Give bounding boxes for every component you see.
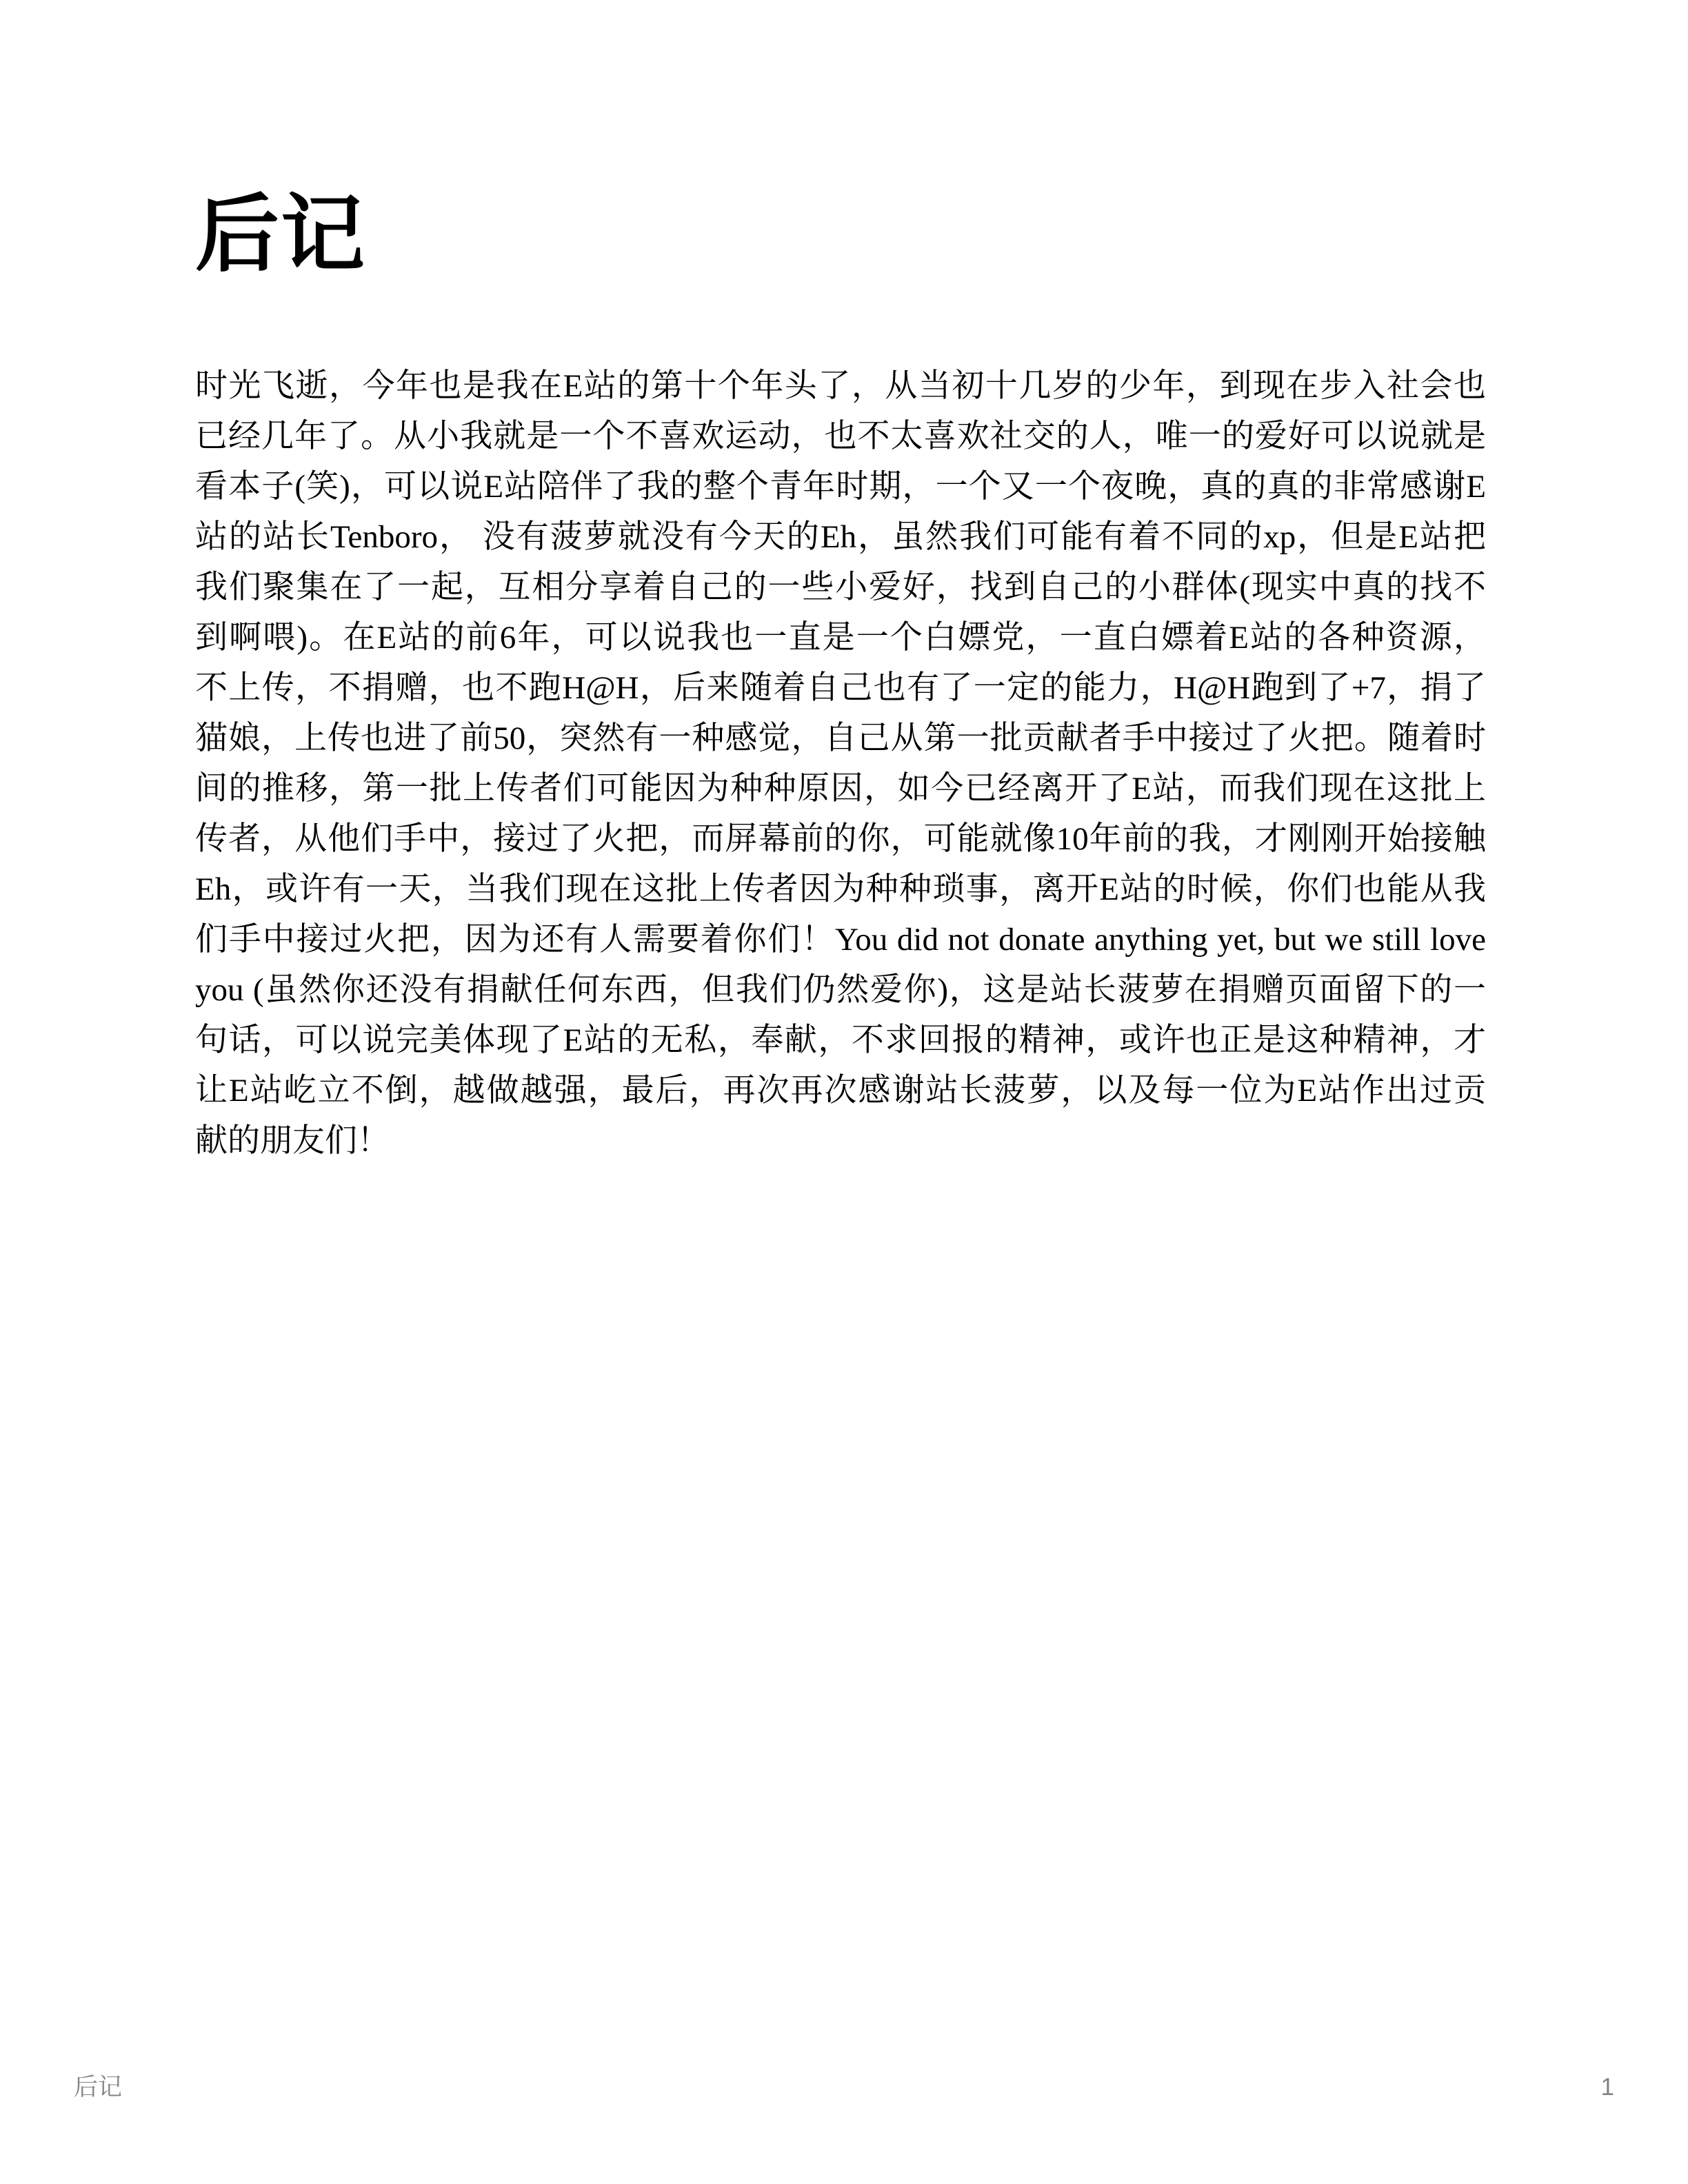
page-footer <box>74 2072 1614 2103</box>
body-line: Eh，或许有一天，当我们现在这批上传者因为种种琐事，离开E站的时候，你们也能从我 <box>195 871 1486 907</box>
body-line: 时光飞逝，今年也是我在E站的第十个年头了，从当初十几岁的少年，到现在步入社会也 <box>195 368 1486 404</box>
body-line: 句话，可以说完美体现了E站的无私，奉献，不求回报的精神，或许也正是这种精神，才 <box>195 1022 1486 1058</box>
body-line: 我们聚集在了一起，互相分享着自己的一些小爱好，找到自己的小群体(现实中真的找不 <box>195 569 1486 605</box>
body-line: 已经几年了。从小我就是一个不喜欢运动，也不太喜欢社交的人，唯一的爱好可以说就是 <box>195 418 1486 454</box>
body-line: 让E站屹立不倒，越做越强，最后，再次再次感谢站长菠萝，以及每一位为E站作出过贡 <box>195 1073 1486 1109</box>
body-line: 到啊喂)。在E站的前6年，可以说我也一直是一个白嫖党，一直白嫖着E站的各种资源， <box>195 620 1486 656</box>
footer-section-label: 后记 <box>74 2074 123 2101</box>
body-line: 看本子(笑)，可以说E站陪伴了我的整个青年时期，一个又一个夜晚，真的真的非常感谢E <box>195 469 1486 505</box>
footer-page-number: 1 <box>1600 2074 1614 2101</box>
body-line: 猫娘，上传也进了前50，突然有一种感觉，自己从第一批贡献者手中接过了火把。随着时 <box>195 720 1486 756</box>
body-line: 献的朋友们！ <box>195 1123 390 1159</box>
body-line: 间的推移，第一批上传者们可能因为种种原因，如今已经离开了E站，而我们现在这批上 <box>195 771 1486 807</box>
body-line: you (虽然你还没有捐献任何东西，但我们仍然爱你)，这是站长菠萝在捐赠页面留下的一 <box>195 972 1486 1008</box>
body-text-block <box>195 361 1486 1166</box>
page-title: 后记 <box>195 189 366 282</box>
body-line: 站的站长Tenboro， 没有菠萝就没有今天的Eh，虽然我们可能有着不同的xp，但是E站把 <box>195 519 1486 555</box>
body-line: 传者，从他们手中，接过了火把，而屏幕前的你，可能就像10年前的我，才刚刚开始接触 <box>195 821 1486 857</box>
body-line: 不上传，不捐赠，也不跑H@H，后来随着自己也有了一定的能力，H@H跑到了+7，捐了 <box>195 670 1486 706</box>
body-line: 们手中接过火把，因为还有人需要着你们！You did not donate anything yet, but we still love <box>195 922 1486 958</box>
